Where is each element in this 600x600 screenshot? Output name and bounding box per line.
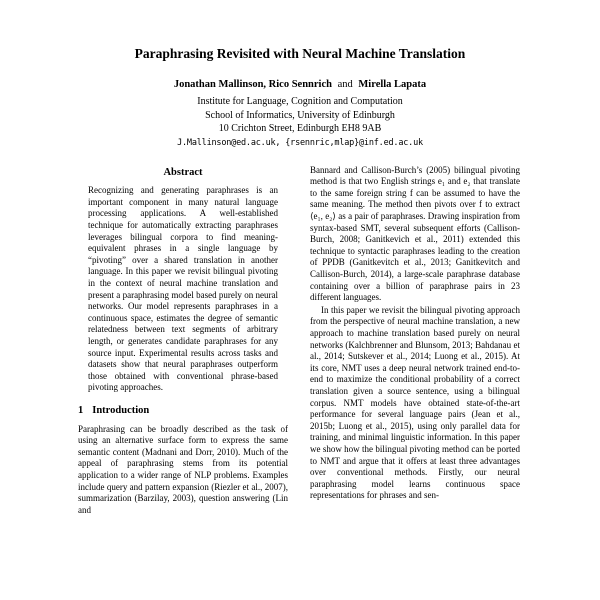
abstract-section (78, 167, 288, 394)
author-names-1: Jonathan Mallinson, Rico Sennrich (173, 79, 332, 91)
abstract-body (78, 185, 288, 394)
author-and: and (337, 79, 353, 91)
abstract-heading: Abstract (163, 166, 203, 178)
right-paragraph-1: Bannard and Callison-Burch’s (2005) bilingual pivoting method is that two English strings e₁ and e₂ that translate to the same foreign string f can be assumed to have the same meaning. The method then pivots over f to extract ⟨e₁, e₂⟩ as a pair of paraphrases. Drawing inspiration from syntax-based SMT, several subsequent efforts (Callison-Burch, 2008; Ganitkevich et al., 2011) extended this technique to syntactic paraphrases leading to the creation of PPDB (Ganitkevitch et al., 2013; Ganitkevitch and Callison-Burch, 2014), a large-scale paraphrase database containing over a billion of paraphrase pairs in 23 different languages. (310, 164, 520, 303)
section-number: 1 (78, 404, 84, 416)
right-paragraph-2: In this paper we revisit the bilingual pivoting approach from the perspective of neural machine translation, a new approach to machine translation based purely on neural networks (Kalchbrenner and Blunsom, 2013; Bahdanau et al., 2014; Sutskever et al., 2014; Luong et al., 2015). At its core, NMT uses a deep neural network trained end-to-end to maximize the conditional probability of a correct translation given a source sentence, using a bilingual corpus. NMT models have obtained state-of-the-art performance for several language pairs (Jean et al., 2015b; Luong et al., 2015), using only parallel data for training, and minimal linguistic information. In this paper we show how the bilingual pivoting method can be ported to NMT and argue that it offers at least three advantages over conventional methods. Firstly, our neural paraphrasing model learns continuous space representations for phrases and sen- (310, 304, 520, 501)
paper-title: Paraphrasing Revisited with Neural Machine Translation (134, 46, 466, 61)
section-heading-introduction (78, 405, 288, 417)
two-column-body (0, 148, 600, 517)
abstract-text: Recognizing and generating paraphrases is an important component in many natural language processing applications. A well-established technique for automatically extracting paraphrases leverages bilingual corpora to find meaning-equivalent phrases in a single language by “pivoting” over a shared translation in another language. In this paper we revisit bilingual pivoting in the context of neural machine translation and present a paraphrasing model based purely on neural networks. Our model represents paraphrases in a continuous space, estimates the degree of semantic relatedness between text segments of arbitrary length, or generates candidate paraphrases for any source input. Experimental results across tasks and datasets show that neural paraphrases outperform those obtained with conventional phrase-based pivoting approaches. (88, 185, 278, 393)
paper-header (0, 0, 600, 148)
section-title: Introduction (92, 404, 150, 416)
author-names-2: Mirella Lapata (358, 79, 427, 91)
right-column (310, 165, 520, 517)
left-column (78, 165, 288, 517)
email-line: J.Mallinson@ed.ac.uk, {rsennric,mlap}@inf.ed.ac.uk (177, 137, 423, 148)
affiliation-line-3: 10 Crichton Street, Edinburgh EH8 9AB (218, 123, 382, 135)
affiliation-line-1: Institute for Language, Cognition and Computation (197, 96, 403, 108)
intro-paragraph-1: Paraphrasing can be broadly described as the task of using an alternative surface form to express the same semantic content (Madnani and Dorr, 2010). Much of the appeal of paraphrasing stems from its potential application to a wider range of NLP problems. Examples include query and pattern expansion (Riezler et al., 2007), summarization (Barzilay, 2003), question answering (Lin and (78, 423, 288, 515)
affiliation-line-2: School of Informatics, University of Edinburgh (205, 109, 395, 121)
authors-line (0, 79, 600, 90)
